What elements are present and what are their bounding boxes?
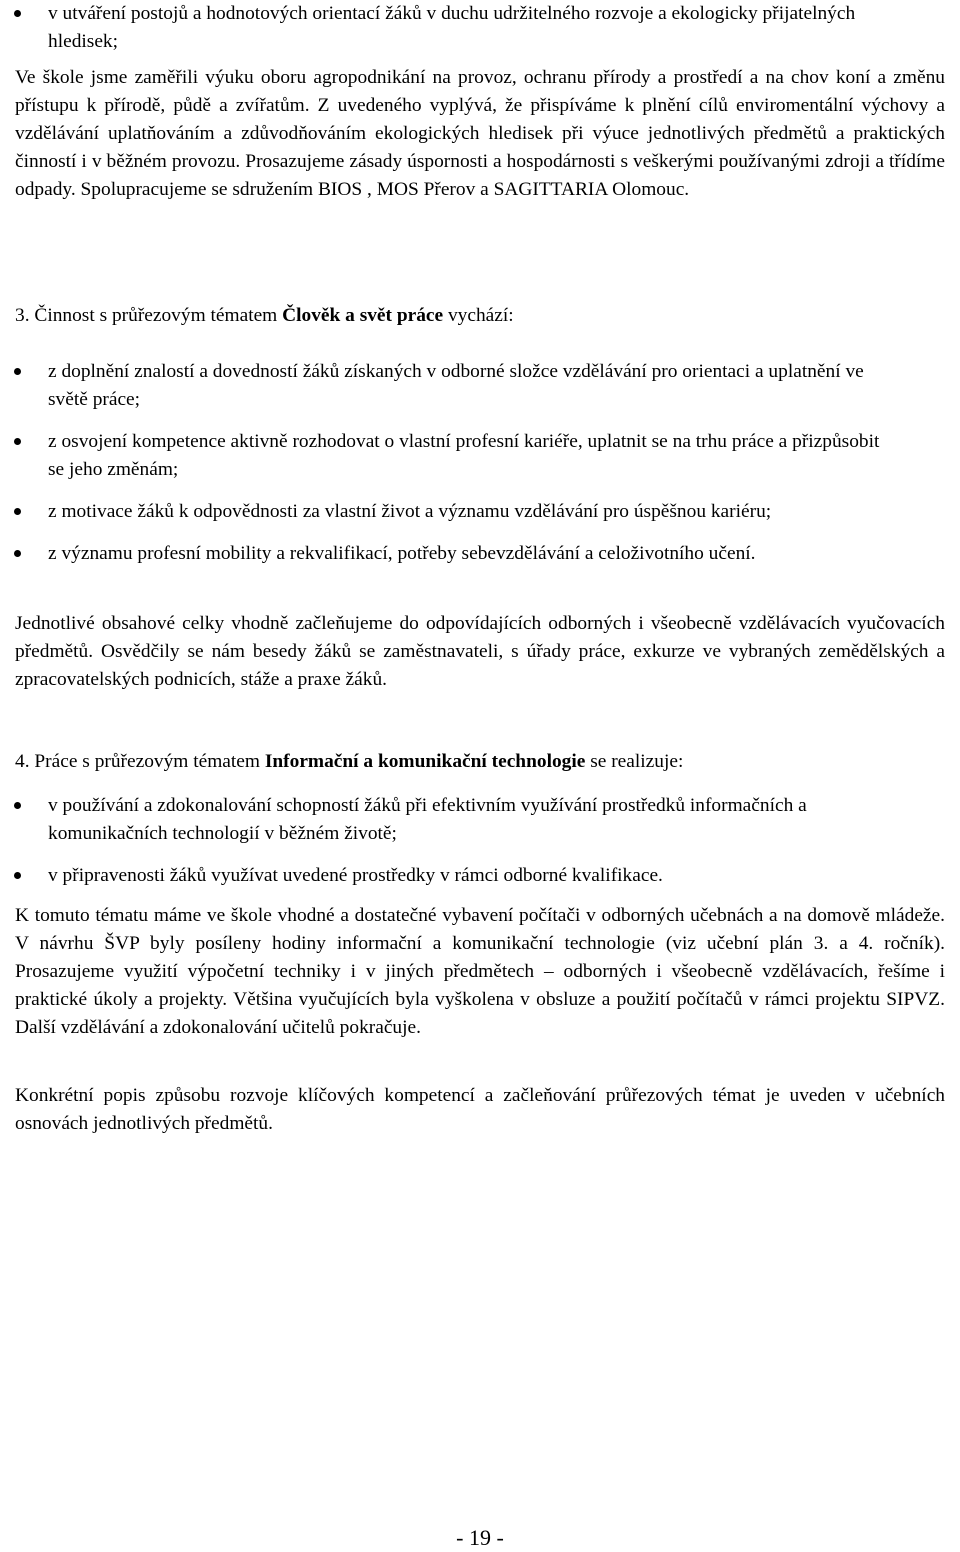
bullet-icon [14,368,21,375]
bullet-icon [14,872,21,879]
bullet-icon [14,550,21,557]
bullet-icon [14,438,21,445]
list-item: v utváření postojů a hodnotových orientací žáků v duchu udržitelného rozvoje a ekologicky přijatelných hledisek; [0,0,960,56]
page-number: - 19 - [456,1525,504,1550]
section-3-heading: 3. Činnost s průřezovým tématem Člověk a svět práce vychází: [15,305,514,326]
section-3-paragraph: Jednotlivé obsahové celky vhodně začleňujeme do odpovídajících odborných i všeobecně vzdělávacích vyučovacích předmětů. Osvědčily se nám besedy žáků se zaměstnavateli, s úřady práce, exkurze ve vybraných zemědělských a zpracovatelských podnicích, stáže a praxe žáků. [15,613,945,690]
bullet-icon [14,508,21,515]
top-bullet-list [0,0,960,56]
section-4-topic: Informační a komunikační technologie [264,751,586,772]
list-item: z motivace žáků k odpovědnosti za vlastní život a významu vzdělávání pro úspěšnou kariéru; [0,498,960,526]
bullet-icon [14,10,21,17]
bullet-icon [14,802,21,809]
section-4-heading: 4. Práce s průřezovým tématem Informační a komunikační technologie se realizuje: [15,751,684,772]
section-4-list [0,792,960,890]
closing-paragraph: Konkrétní popis způsobu rozvoje klíčových kompetencí a začleňování průřezových témat je uveden v učebních osnovách jednotlivých předmětů. [15,1085,945,1134]
list-item: z významu profesní mobility a rekvalifikací, potřeby sebevzdělávání a celoživotního učení. [0,540,960,568]
environment-paragraph: Ve škole jsme zaměřili výuku oboru agropodnikání na provoz, ochranu přírody a prostředí a na chov koní a změnu přístupu k přírodě, půdě a zvířatům. Z uvedeného vyplývá, že přispíváme k plnění cílů enviromentální výchovy a vzdělávání uplatňováním a zdůvodňováním ekologických hledisek při výuce jednotlivých předmětů a praktických činností i v běžném provozu. Prosazujeme zásady úspornosti a hospodárnosti s veškerými používanými zdroji a třídíme odpady. Spolupracujeme se sdružením BIOS , MOS Přerov a SAGITTARIA Olomouc. [15,67,945,200]
section-4-paragraph: K tomuto tématu máme ve škole vhodné a dostatečné vybavení počítači v odborných učebnách a na domově mládeže. V návrhu ŠVP byly posíleny hodiny informační a komunikační technologie (viz učební plán 3. a 4. ročník). Prosazujeme využití výpočetní techniky i v jiných předmětech – odborných i všeobecně vzdělávacích, řešíme i praktické úkoly a projekty. Většina vyučujících byla vyškolena v obsluze a použití počítačů v rámci projektu SIPVZ. Další vzdělávání a zdokonalování učitelů pokračuje. [15,905,945,1038]
list-item: v používání a zdokonalování schopností žáků při efektivním využívání prostředků informačních a komunikačních technologií v běžném životě; [0,792,960,848]
list-item: z doplnění znalostí a dovedností žáků získaných v odborné složce vzdělávání pro orientaci a uplatnění ve světě práce; [0,358,960,414]
list-item: z osvojení kompetence aktivně rozhodovat o vlastní profesní kariéře, uplatnit se na trhu práce a přizpůsobit se jeho změnám; [0,428,960,484]
section-3-list [0,358,960,568]
section-3-topic: Člověk a svět práce [282,305,444,326]
list-item: v připravenosti žáků využívat uvedené prostředky v rámci odborné kvalifikace. [0,862,960,890]
